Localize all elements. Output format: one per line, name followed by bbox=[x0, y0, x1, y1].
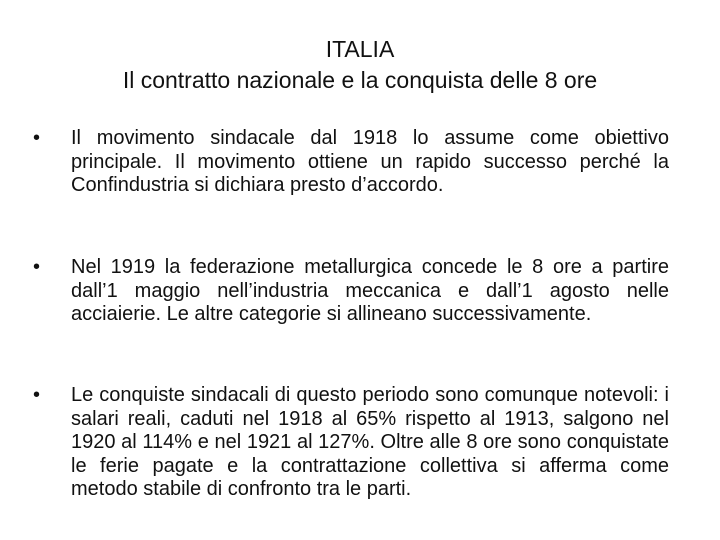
bullet-marker: • bbox=[33, 127, 41, 149]
title-subtitle: Il contratto nazionale e la conquista delle 8 ore bbox=[122, 67, 598, 93]
bullet-marker: • bbox=[33, 384, 41, 406]
bullet-text: Il movimento sindacale dal 1918 lo assume come obiettivo principale. Il movimento ottiene un rapido successo perché la Confindustria si dichiara presto d’accordo. bbox=[71, 127, 669, 196]
bullet-text: Le conquiste sindacali di questo periodo sono comunque notevoli: i salari reali, caduti nel 1918 al 65% rispetto al 1913, salgono nel 1920 al 114% e nel 1921 al 127%. Oltre alle 8 ore sono conquistate le ferie pagate e la contrattazione collettiva si afferma come metodo stabile di confronto tra le parti. bbox=[71, 384, 669, 500]
slide-title bbox=[40, 34, 680, 96]
bullet-marker: • bbox=[33, 256, 41, 278]
title-country: ITALIA bbox=[325, 36, 395, 62]
bullet-text: Nel 1919 la federazione metallurgica concede le 8 ore a partire dall’1 maggio nell’industria meccanica e dall’1 agosto nelle acciaierie. Le altre categorie si allineano successivamente. bbox=[71, 256, 669, 325]
